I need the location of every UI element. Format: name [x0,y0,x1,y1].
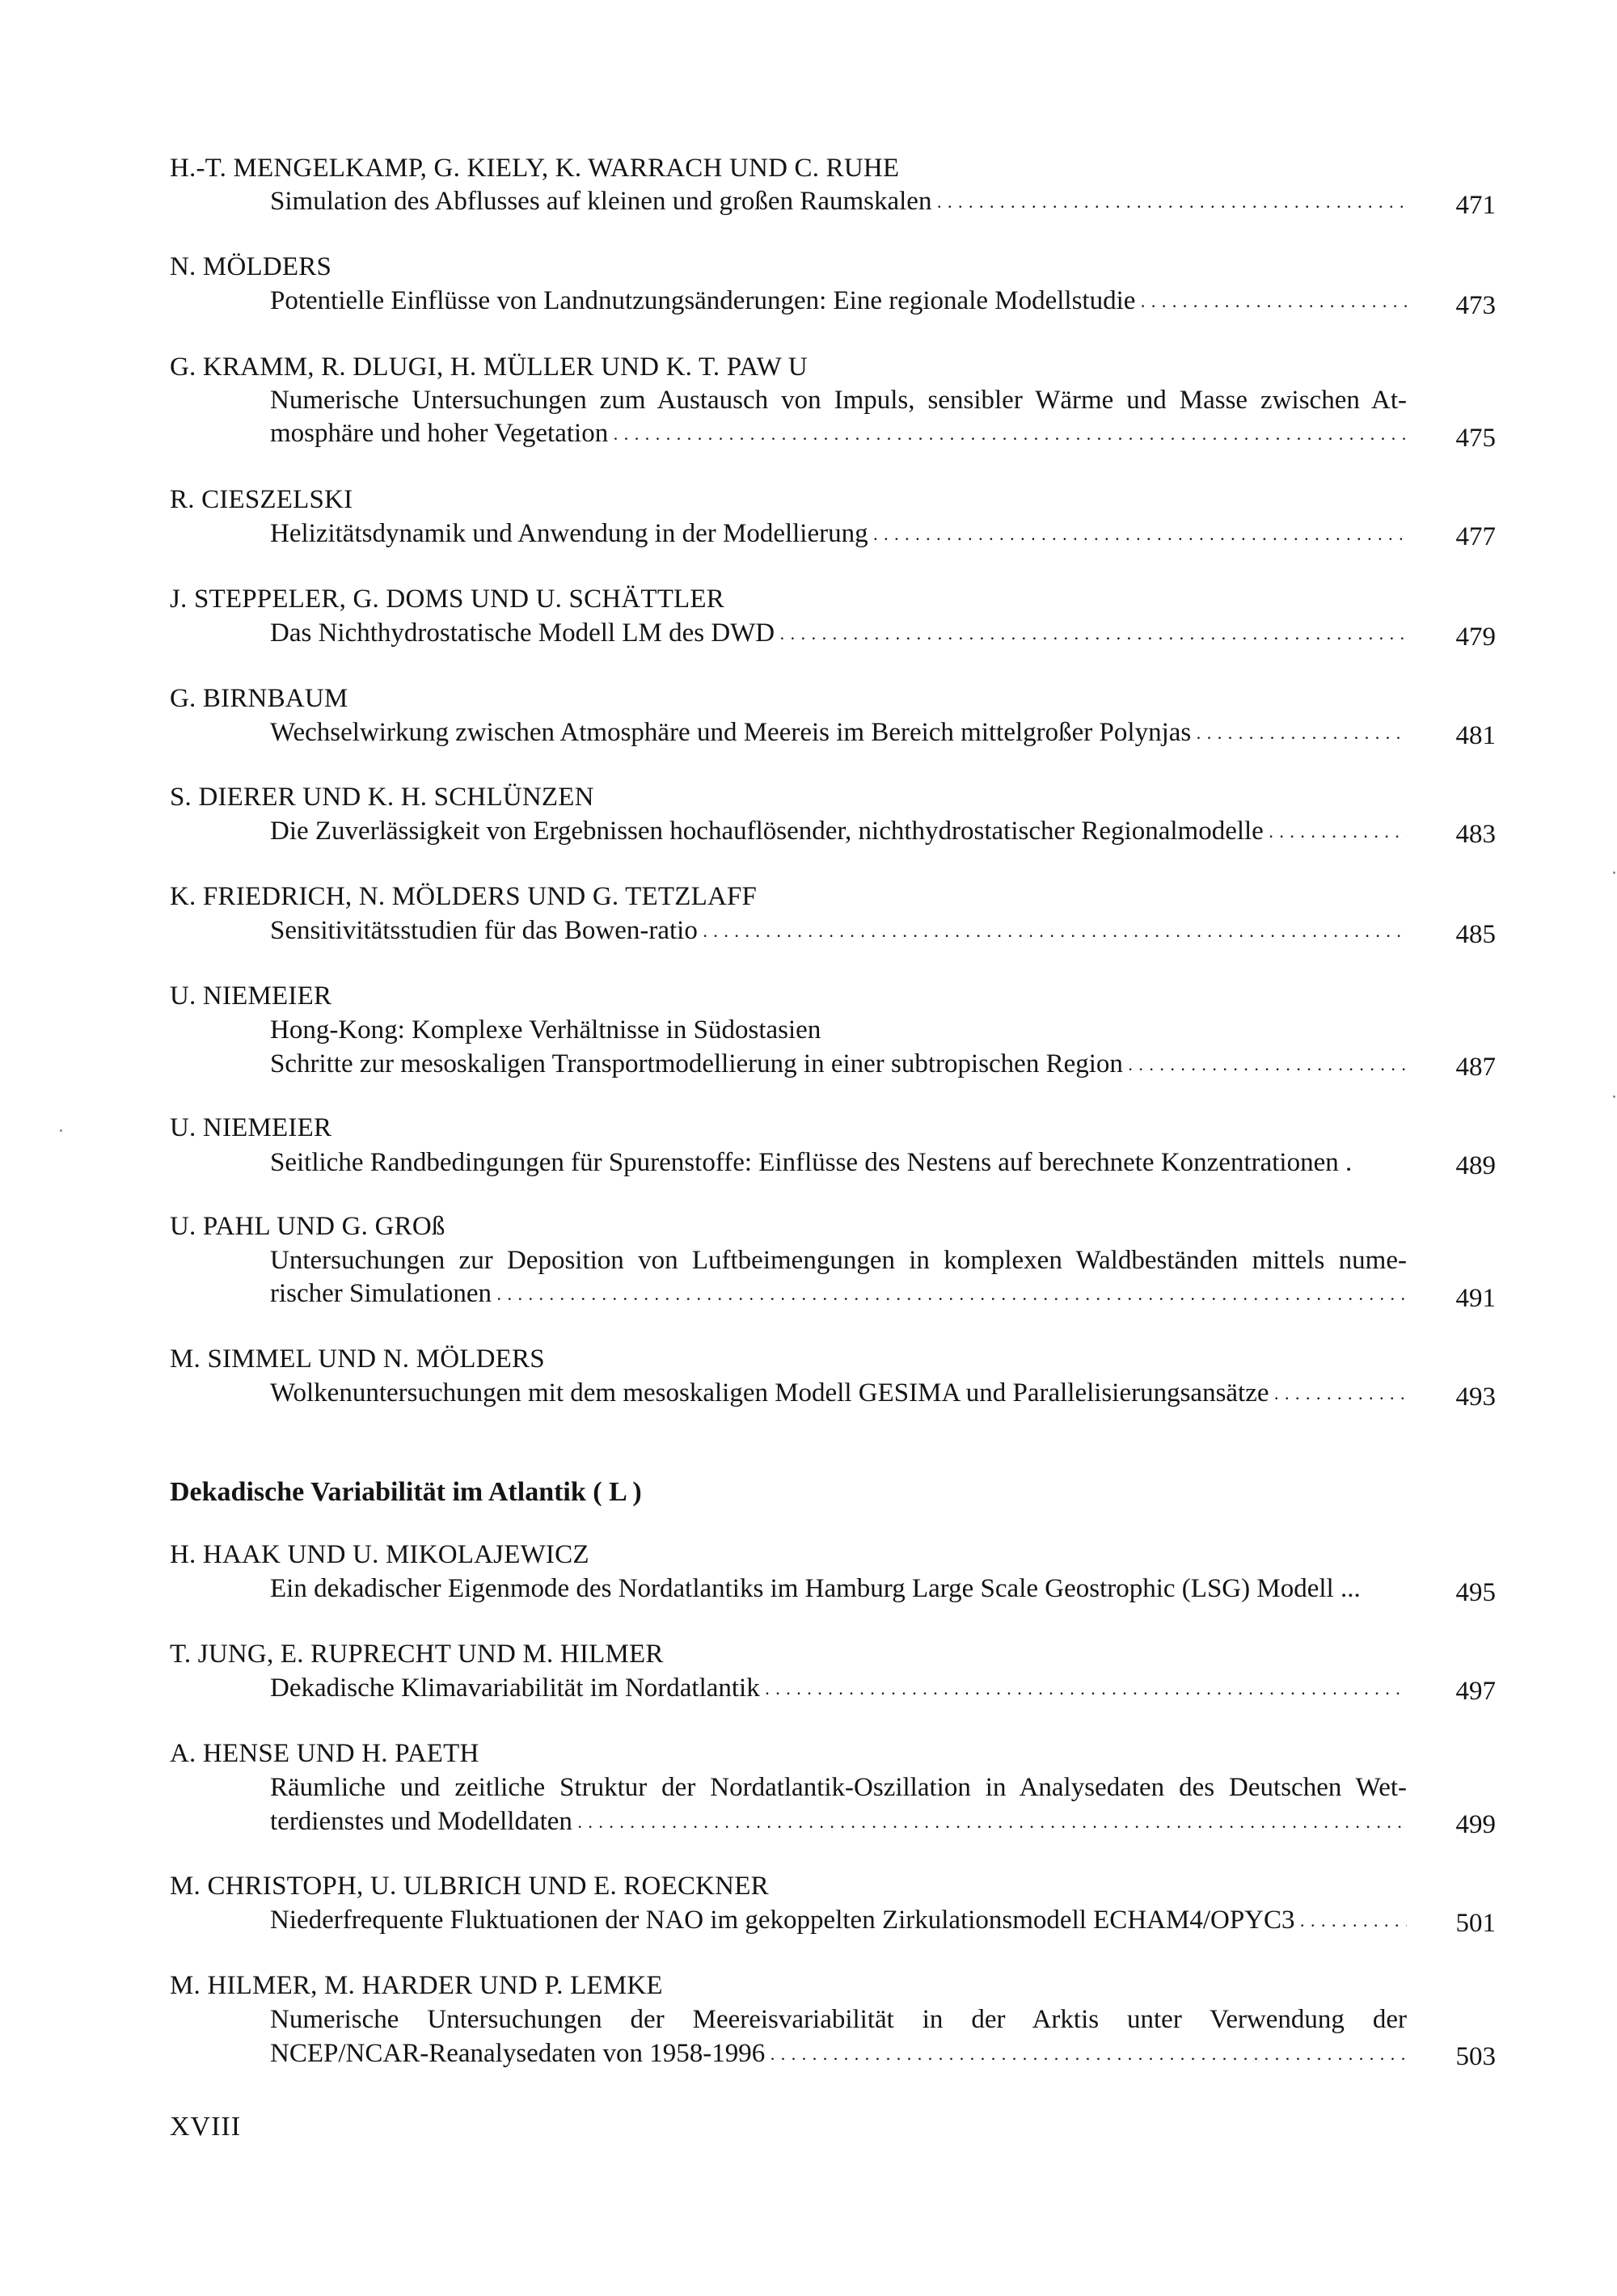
entry-page-number: 491 [1455,1284,1496,1313]
entry-title-line: Potentielle Einflüsse von Landnutzungsänderungen: Eine regionale Modellstudie . . . [270,285,1407,318]
entry-page-number: 483 [1455,820,1496,849]
entry-page-number: 481 [1455,721,1496,750]
entry-title-line: Das Nichthydrostatische Modell LM des DWD . . . [270,617,1407,650]
scan-speck [1613,872,1615,874]
entry-title-line: Schritte zur mesoskaligen Transportmodellierung in einer subtropischen Region . . . [270,1048,1407,1081]
entry-page-number: 471 [1455,191,1496,220]
entry-authors: G. BIRNBAUM [170,684,348,713]
entry-page-number: 493 [1455,1382,1496,1412]
entry-authors: U. NIEMEIER [170,981,332,1011]
entry-page-number: 489 [1455,1151,1496,1180]
entry-page-number: 497 [1455,1677,1496,1706]
page-number-roman: XVIII [170,2112,242,2142]
entry-authors: N. MÖLDERS [170,252,332,281]
entry-page-number: 475 [1455,424,1496,453]
entry-title-line: Wechselwirkung zwischen Atmosphäre und Meereis im Bereich mittelgroßer Polynjas . . . [270,716,1407,749]
entry-title-line: rischer Simulationen . . . [270,1277,1407,1310]
entry-page-number: 479 [1455,623,1496,652]
entry-authors: T. JUNG, E. RUPRECHT UND M. HILMER [170,1640,664,1669]
entry-title-line: Sensitivitätsstudien für das Bowen-ratio . . . [270,914,1407,948]
entry-authors: M. HILMER, M. HARDER UND P. LEMKE [170,1971,663,2000]
entry-title-line: Untersuchungen zur Deposition von Luftbeimengungen in komplexen Waldbeständen mittels nume- [270,1246,1407,1275]
entry-title-line: Numerische Untersuchungen der Meereisvariabilität in der Arktis unter Verwendung der [270,2005,1407,2034]
entry-page-number: 487 [1455,1053,1496,1082]
entry-authors: H.-T. MENGELKAMP, G. KIELY, K. WARRACH UND C. RUHE [170,154,900,183]
entry-page-number: 499 [1455,1810,1496,1839]
entry-title-line: Räumliche und zeitliche Struktur der Nordatlantik-Oszillation in Analysedaten des Deutschen Wet- [270,1773,1407,1802]
entry-title-line: Wolkenuntersuchungen mit dem mesoskaligen Modell GESIMA und Parallelisierungsansätze . . . [270,1377,1407,1410]
entry-title-line: NCEP/NCAR-Reanalysedaten von 1958-1996 . . . [270,2037,1407,2070]
scan-speck [1613,1095,1615,1098]
entry-title-line: Dekadische Klimavariabilität im Nordatlantik . . . [270,1672,1407,1705]
entry-page-number: 477 [1455,522,1496,551]
entry-page-number: 503 [1455,2042,1496,2071]
entry-authors: M. SIMMEL UND N. MÖLDERS [170,1344,545,1374]
entry-title-line: Hong-Kong: Komplexe Verhältnisse in Südostasien [270,1015,821,1045]
entry-authors: U. NIEMEIER [170,1113,332,1142]
entry-title-line: Niederfrequente Fluktuationen der NAO im gekoppelten Zirkulationsmodell ECHAM4/OPYC3 . . . [270,1904,1407,1937]
entry-authors: J. STEPPELER, G. DOMS UND U. SCHÄTTLER [170,585,724,614]
entry-authors: R. CIESZELSKI [170,485,353,514]
entry-title-line: Numerische Untersuchungen zum Austausch von Impuls, sensibler Wärme und Masse zwischen At- [270,386,1407,415]
entry-authors: A. HENSE UND H. PAETH [170,1739,479,1768]
entry-title-line: Ein dekadischer Eigenmode des Nordatlantiks im Hamburg Large Scale Geostrophic (LSG) Modell ... [270,1574,1361,1603]
entry-page-number: 485 [1455,920,1496,949]
entry-authors: S. DIERER UND K. H. SCHLÜNZEN [170,783,594,812]
entry-title-line: terdienstes und Modelldaten . . . [270,1805,1407,1838]
entry-title-line: Die Zuverlässigkeit von Ergebnissen hochauflösender, nichthydrostatischer Regionalmodelle . . . [270,815,1407,848]
entry-page-number: 495 [1455,1578,1496,1607]
entry-title-line: Seitliche Randbedingungen für Spurenstoffe: Einflüsse des Nestens auf berechnete Konzentrationen . [270,1148,1353,1177]
entry-page-number: 473 [1455,291,1496,320]
entry-title-line: mosphäre und hoher Vegetation . . . [270,417,1407,450]
scan-speck [60,1129,62,1132]
entry-authors: U. PAHL UND G. GROß [170,1212,445,1241]
entry-authors: H. HAAK UND U. MIKOLAJEWICZ [170,1540,589,1569]
entry-authors: K. FRIEDRICH, N. MÖLDERS UND G. TETZLAFF [170,882,758,911]
section-heading: Dekadische Variabilität im Atlantik ( L ) [170,1477,642,1507]
entry-title-line: Simulation des Abflusses auf kleinen und großen Raumskalen . . . [270,185,1407,218]
entry-authors: G. KRAMM, R. DLUGI, H. MÜLLER UND K. T. PAW U [170,352,808,382]
entry-title-line: Helizitätsdynamik und Anwendung in der Modellierung . . . [270,517,1407,551]
entry-authors: M. CHRISTOPH, U. ULBRICH UND E. ROECKNER [170,1872,769,1901]
entry-page-number: 501 [1455,1909,1496,1938]
